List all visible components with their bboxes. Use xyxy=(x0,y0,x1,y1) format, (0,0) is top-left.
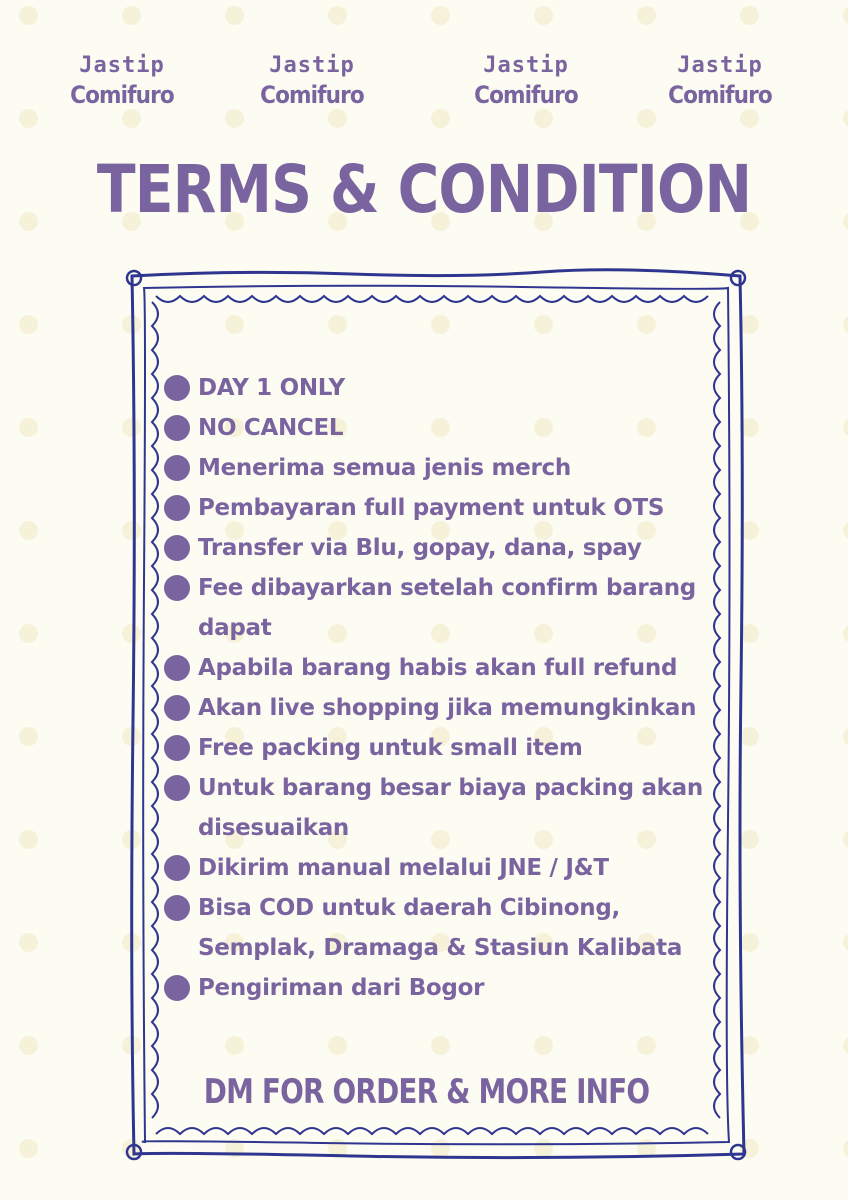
brand-line2: Comifuro xyxy=(668,81,772,109)
bullet-dot-icon xyxy=(164,695,190,721)
term-text: Pembayaran full payment untuk OTS xyxy=(198,495,665,521)
bullet-dot-icon xyxy=(164,575,190,601)
list-item xyxy=(160,888,740,968)
term-text: Fee dibayarkan setelah confirm barang dapat xyxy=(198,575,696,641)
term-text: Apabila barang habis akan full refund xyxy=(198,655,678,681)
list-item xyxy=(160,688,740,728)
term-text: Dikirim manual melalui JNE / J&T xyxy=(198,855,609,881)
list-item xyxy=(160,768,740,848)
brand-line1: Jastip xyxy=(677,53,763,78)
bullet-dot-icon xyxy=(164,775,190,801)
term-text: Bisa COD untuk daerah Cibinong, Semplak, Dramaga & Stasiun Kalibata xyxy=(198,895,683,961)
brand-line1: Jastip xyxy=(269,53,355,78)
brand-line1: Jastip xyxy=(483,53,569,78)
list-item xyxy=(160,568,740,648)
list-item xyxy=(160,728,740,768)
term-text: Transfer via Blu, gopay, dana, spay xyxy=(198,535,642,561)
term-text: Untuk barang besar biaya packing akan disesuaikan xyxy=(198,775,703,841)
list-item xyxy=(160,848,740,888)
list-item xyxy=(160,448,740,488)
term-text: NO CANCEL xyxy=(198,415,344,441)
list-item xyxy=(160,488,740,528)
order-cta: DM FOR ORDER & MORE INFO xyxy=(203,1072,650,1112)
brand-line1: Jastip xyxy=(79,53,165,78)
list-item xyxy=(160,368,740,408)
brand-logo-1 xyxy=(52,52,192,110)
brand-logo-4 xyxy=(650,52,790,110)
bullet-dot-icon xyxy=(164,535,190,561)
term-text: DAY 1 ONLY xyxy=(198,375,345,401)
brand-header xyxy=(0,52,848,122)
bullet-dot-icon xyxy=(164,415,190,441)
bullet-dot-icon xyxy=(164,495,190,521)
brand-line2: Comifuro xyxy=(474,81,578,109)
brand-line2: Comifuro xyxy=(70,81,174,109)
brand-logo-3 xyxy=(456,52,596,110)
bullet-dot-icon xyxy=(164,735,190,761)
bullet-dot-icon xyxy=(164,895,190,921)
term-text: Menerima semua jenis merch xyxy=(198,455,571,481)
term-text: Akan live shopping jika memungkinkan xyxy=(198,695,697,721)
bullet-dot-icon xyxy=(164,455,190,481)
page-title: TERMS & CONDITION xyxy=(96,151,752,228)
list-item xyxy=(160,408,740,448)
brand-logo-2 xyxy=(242,52,382,110)
terms-list xyxy=(160,368,740,1008)
bullet-dot-icon xyxy=(164,855,190,881)
brand-line2: Comifuro xyxy=(260,81,364,109)
bullet-dot-icon xyxy=(164,655,190,681)
bullet-dot-icon xyxy=(164,975,190,1001)
list-item xyxy=(160,648,740,688)
bullet-dot-icon xyxy=(164,375,190,401)
list-item xyxy=(160,968,740,1008)
term-text: Free packing untuk small item xyxy=(198,735,583,761)
list-item xyxy=(160,528,740,568)
term-text: Pengiriman dari Bogor xyxy=(198,975,485,1001)
